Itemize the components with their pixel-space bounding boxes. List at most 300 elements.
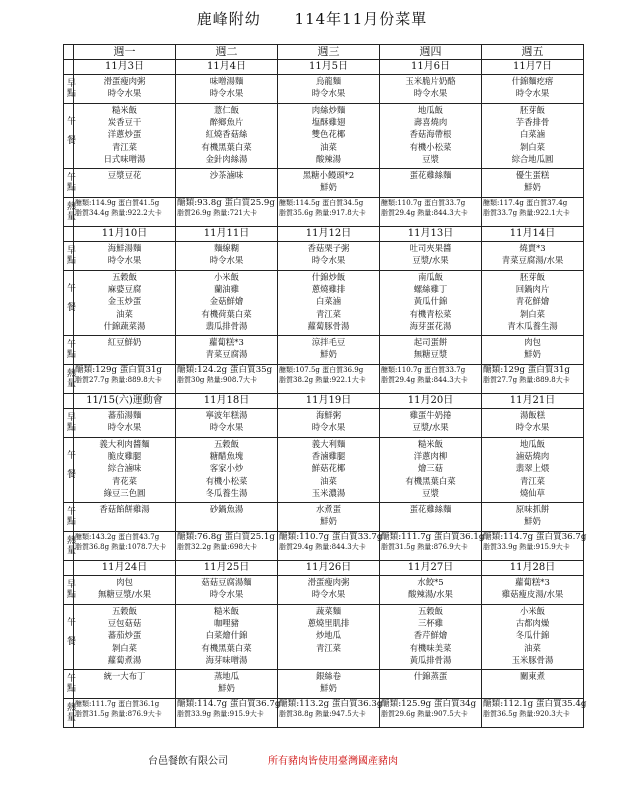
dish-item: 青江菜 xyxy=(111,141,138,152)
dish-item: 綠豆三色圓 xyxy=(103,487,146,498)
dish-item: 塩酥雞翅 xyxy=(311,117,346,128)
dish-item: 客家小炒 xyxy=(209,463,244,474)
meal-label-text: 午點 xyxy=(65,672,75,693)
menu-cell xyxy=(74,198,176,227)
dish-item: 豆漿 xyxy=(422,153,439,164)
nutrition-line: 醣類:117.4g 蛋白質37.4g xyxy=(483,199,568,207)
meal-label xyxy=(64,104,74,169)
meal-row-lunch xyxy=(64,605,584,670)
dish-item: 有機荷葉白菜 xyxy=(201,308,252,319)
dish-item: 五穀飯 xyxy=(111,272,138,282)
menu-cell xyxy=(176,198,278,227)
menu-cell xyxy=(176,409,278,438)
nutrition-line: 醣類:110.7g 蛋白質33.7g xyxy=(279,532,383,542)
dish-item: 蘿蔔糕*3 xyxy=(209,337,244,347)
date-row xyxy=(64,561,584,576)
menu-cell xyxy=(482,75,584,104)
dish-item: 酸辣湯/水果 xyxy=(408,589,453,600)
meal-row-lunch xyxy=(64,271,584,336)
menu-cell xyxy=(278,336,380,365)
menu-cell xyxy=(74,503,176,532)
dish-item: 豆漿/水果 xyxy=(412,422,449,433)
dish-item: 時令水果 xyxy=(209,88,244,99)
dish-item: 麻婆豆腐 xyxy=(107,284,142,295)
nutrition-line: 醣類:111.7g 蛋白質36.1g xyxy=(75,700,160,708)
day-date: 11月13日 xyxy=(380,227,482,242)
dish-item: 水餃*5 xyxy=(417,577,444,587)
menu-cell xyxy=(380,670,482,699)
dish-item: 冬瓜養生湯 xyxy=(205,487,248,498)
menu-cell xyxy=(74,104,176,169)
meal-label-text: 早點 xyxy=(65,77,75,98)
meal-row-pm xyxy=(64,670,584,699)
menu-cell xyxy=(278,503,380,532)
day-date: 11/15(六)運動會 xyxy=(74,394,176,409)
nutrition-line: 脂質29.4g 熱量:844.3大卡 xyxy=(381,376,468,384)
meal-row-lunch xyxy=(64,104,584,169)
menu-cell xyxy=(176,605,278,670)
day-date: 11月7日 xyxy=(482,60,584,75)
menu-cell xyxy=(278,605,380,670)
menu-cell xyxy=(278,169,380,198)
dish-item: 蘭油雞 xyxy=(213,284,240,295)
meal-label xyxy=(64,576,74,605)
menu-cell xyxy=(482,242,584,271)
meal-label xyxy=(64,169,74,198)
nutrition-line: 脂質33.7g 熱量:922.1大卡 xyxy=(483,209,570,217)
dish-item: 蛋花雞絲麵 xyxy=(409,170,452,180)
dish-item: 金針肉絲湯 xyxy=(205,153,248,164)
dish-item: 五穀飯 xyxy=(213,439,240,449)
nutrition-line: 醣類:129g 蛋白質31g xyxy=(483,365,570,375)
menu-cell xyxy=(74,75,176,104)
dish-item: 時令水果 xyxy=(413,88,448,99)
menu-cell xyxy=(380,169,482,198)
menu-table xyxy=(63,44,587,728)
dish-item: 酸辣湯 xyxy=(315,153,342,164)
dish-item: 時令水果 xyxy=(209,422,244,433)
day-date: 11月14日 xyxy=(482,227,584,242)
meal-row-am xyxy=(64,409,584,438)
dish-item: 蔥燒雞排 xyxy=(311,284,346,295)
menu-cell xyxy=(482,438,584,503)
day-date: 11月4日 xyxy=(176,60,278,75)
weekday-header: 週二 xyxy=(176,45,278,60)
menu-cell xyxy=(278,365,380,394)
dish-item: 關東煮 xyxy=(519,671,546,681)
menu-month: 114年11月份菜單 xyxy=(294,10,428,28)
dish-item: 有機黑葉白菜 xyxy=(201,642,252,653)
menu-cell xyxy=(278,532,383,561)
nutrition-line: 脂質36.8g 熱量:1078.7大卡 xyxy=(75,543,167,551)
dish-item: 青江菜 xyxy=(315,308,342,319)
dish-item: 無糖豆漿 xyxy=(413,349,448,360)
dish-item: 青江菜 xyxy=(519,475,546,486)
meal-label xyxy=(64,605,74,670)
meal-label-text: 熱量 xyxy=(65,701,75,722)
menu-cell xyxy=(482,271,584,336)
dish-item: 青江菜 xyxy=(315,642,342,653)
menu-cell xyxy=(176,169,278,198)
nutrition-line: 脂質38.2g 熱量:922.1大卡 xyxy=(279,376,366,384)
menu-cell xyxy=(380,271,482,336)
menu-cell xyxy=(380,503,482,532)
menu-cell xyxy=(278,198,380,227)
dish-item: 時令水果 xyxy=(311,589,346,600)
dish-item: 有機青松菜 xyxy=(409,308,452,319)
dish-item: 義大利肉醬麵 xyxy=(99,439,150,449)
dish-item: 油菜 xyxy=(524,642,541,653)
dish-item: 地瓜飯 xyxy=(519,439,546,449)
menu-cell xyxy=(74,605,176,670)
dish-item: 青花鮮燴 xyxy=(515,296,550,307)
dish-item: 白菜滷 xyxy=(315,296,342,307)
dish-item: 鮮奶 xyxy=(218,683,235,694)
dish-item: 地瓜飯 xyxy=(417,105,444,115)
menu-cell xyxy=(482,699,587,728)
nutrition-line: 醣類:114.7g 蛋白質36.7g xyxy=(483,532,587,542)
dish-item: 綜合地瓜圓 xyxy=(511,153,554,164)
dish-item: 香菇餡餅雞湯 xyxy=(99,504,150,514)
dish-item: 油菜 xyxy=(116,308,133,319)
dish-item: 味噌湯麵 xyxy=(209,76,244,86)
dish-item: 玉米濃湯 xyxy=(311,487,346,498)
dish-item: 肉絲炒麵 xyxy=(311,105,346,115)
dish-item: 壽喜燒肉 xyxy=(413,117,448,128)
menu-cell xyxy=(482,336,584,365)
dish-item: 香芹鮮燴 xyxy=(413,630,448,641)
dish-item: 小米飯 xyxy=(519,606,546,616)
day-date: 11月12日 xyxy=(278,227,380,242)
meal-label-text: 早點 xyxy=(65,244,75,265)
meal-label xyxy=(64,670,74,699)
day-date: 11月28日 xyxy=(482,561,584,576)
dish-item: 糖醋魚塊 xyxy=(209,451,244,462)
menu-cell xyxy=(74,532,176,561)
dish-item: 胚芽飯 xyxy=(519,272,546,282)
dish-item: 香滷雞腿 xyxy=(311,451,346,462)
dish-item: 優生蛋糕 xyxy=(515,170,550,180)
dish-item: 鮮奶 xyxy=(524,516,541,527)
dish-item: 翡瓜排骨湯 xyxy=(205,320,248,331)
nutrition-line: 脂質33.9g 熱量:915.9大卡 xyxy=(483,543,570,551)
dish-item: 豆漿/水果 xyxy=(412,255,449,266)
dish-item: 吐司夾果醬 xyxy=(409,243,452,253)
menu-cell xyxy=(482,670,584,699)
nutrition-line: 醣類:110.7g 蛋白質33.7g xyxy=(381,366,466,374)
dish-item: 時令水果 xyxy=(107,88,142,99)
dish-item: 油菜 xyxy=(320,475,337,486)
dish-item: 蕃茄炒蛋 xyxy=(107,630,142,641)
dish-item: 有機小松菜 xyxy=(205,475,248,486)
meal-row-lunch xyxy=(64,438,584,503)
day-date: 11月11日 xyxy=(176,227,278,242)
dish-item: 海芽蛋花湯 xyxy=(409,320,452,331)
dish-item: 剝白菜 xyxy=(519,308,546,319)
menu-cell xyxy=(380,75,482,104)
menu-cell xyxy=(482,104,584,169)
dish-item: 涼拌毛豆 xyxy=(311,337,346,347)
dish-item: 青木瓜養生湯 xyxy=(507,320,558,331)
dish-item: 蛋花雞絲麵 xyxy=(409,504,452,514)
menu-cell xyxy=(380,438,482,503)
dish-item: 肉包 xyxy=(116,577,133,587)
dish-item: 菇菇豆腐湯麵 xyxy=(201,577,252,587)
day-date: 11月25日 xyxy=(176,561,278,576)
weekday-header: 週五 xyxy=(482,45,584,60)
weekday-header: 週三 xyxy=(278,45,380,60)
menu-cell xyxy=(278,104,380,169)
meal-label xyxy=(64,365,74,394)
meal-row-am xyxy=(64,242,584,271)
dish-item: 雙色花椰 xyxy=(311,129,346,140)
menu-cell xyxy=(74,576,176,605)
menu-cell xyxy=(176,271,278,336)
dish-item: 日式味噌湯 xyxy=(103,153,146,164)
date-row xyxy=(64,60,584,75)
dish-item: 蔬菜麵 xyxy=(315,606,342,616)
dish-item: 時令水果 xyxy=(311,255,346,266)
dish-item: 糙米飯 xyxy=(111,105,138,115)
menu-cell xyxy=(176,576,278,605)
dish-item: 滑蛋瘦肉粥 xyxy=(307,577,350,587)
menu-cell xyxy=(380,576,482,605)
nutrition-line: 醣類:124.2g 蛋白質35g xyxy=(177,365,273,375)
nutrition-line: 醣類:110.7g 蛋白質33.7g xyxy=(381,199,466,207)
catering-company: 台邑餐飲有限公司 xyxy=(148,756,228,767)
weekday-header: 週四 xyxy=(380,45,482,60)
nutrition-line: 脂質31.5g 熱量:876.9大卡 xyxy=(75,710,162,718)
meal-row-pm xyxy=(64,503,584,532)
dish-item: 醉鄉魚片 xyxy=(209,117,244,128)
menu-cell xyxy=(482,605,584,670)
pork-origin-note: 所有豬肉皆使用臺灣國產豬肉 xyxy=(268,756,398,767)
menu-cell xyxy=(278,576,380,605)
dish-item: 蕃茄湯麵 xyxy=(107,410,142,420)
dish-item: 銀絲卷 xyxy=(315,671,342,681)
menu-cell xyxy=(482,169,584,198)
meal-label-text: 早點 xyxy=(65,578,75,599)
dish-item: 鮮奶 xyxy=(524,349,541,360)
nutrition-line: 醣類:76.8g 蛋白質25.1g xyxy=(177,532,275,542)
menu-cell xyxy=(482,365,584,394)
dish-item: 有機味美菜 xyxy=(409,642,452,653)
dish-item: 糙米飯 xyxy=(213,606,240,616)
dish-item: 青菜豆腐湯 xyxy=(205,349,248,360)
dish-item: 油菜 xyxy=(320,141,337,152)
nutrition-line: 醣類:114.5g 蛋白質34.5g xyxy=(279,199,364,207)
nutrition-line: 醣類:111.7g 蛋白質36.1g xyxy=(381,532,485,542)
dish-item: 鮮奶 xyxy=(320,516,337,527)
day-date: 11月24日 xyxy=(74,561,176,576)
dish-item: 寧波年糕湯 xyxy=(205,410,248,420)
date-row xyxy=(64,227,584,242)
meal-row-nut xyxy=(64,532,584,561)
meal-row-nut xyxy=(64,198,584,227)
menu-cell xyxy=(278,699,383,728)
dish-item: 洋蔥肉柳 xyxy=(413,451,448,462)
nutrition-line: 醣類:107.5g 蛋白質36.9g xyxy=(279,366,364,374)
dish-item: 胚芽飯 xyxy=(519,105,546,115)
dish-item: 時令水果 xyxy=(209,255,244,266)
day-date: 11月3日 xyxy=(74,60,176,75)
dish-item: 時令水果 xyxy=(311,88,346,99)
meal-label-text: 午餐 xyxy=(65,282,75,321)
dish-item: 時令水果 xyxy=(107,255,142,266)
dish-item: 回鍋肉片 xyxy=(515,284,550,295)
menu-cell xyxy=(482,503,584,532)
meal-row-am xyxy=(64,576,584,605)
meal-label-text: 早點 xyxy=(65,411,75,432)
meal-label-text: 熱量 xyxy=(65,367,75,388)
dish-item: 肉包 xyxy=(524,337,541,347)
meal-label-text: 午點 xyxy=(65,505,75,526)
dish-item: 統一大布丁 xyxy=(103,671,146,681)
meal-row-pm xyxy=(64,169,584,198)
menu-cell xyxy=(380,532,485,561)
nutrition-line: 醣類:113.2g 蛋白質36.3g xyxy=(279,699,383,709)
menu-cell xyxy=(176,532,278,561)
nutrition-line: 醣類:129g 蛋白質31g xyxy=(75,365,162,375)
dish-item: 滑蛋瘦肉粥 xyxy=(103,76,146,86)
dish-item: 五穀飯 xyxy=(111,606,138,616)
menu-cell xyxy=(380,605,482,670)
menu-cell xyxy=(482,576,584,605)
dish-item: 玉米脆片奶酪 xyxy=(405,76,456,86)
dish-item: 什錦麵疙瘩 xyxy=(511,76,554,86)
school-name: 鹿峰附幼 xyxy=(196,10,261,28)
meal-label xyxy=(64,336,74,365)
dish-item: 脆皮雞腿 xyxy=(107,451,142,462)
day-date: 11月19日 xyxy=(278,394,380,409)
dish-item: 螺絲雞丁 xyxy=(413,284,448,295)
meal-label-text: 午餐 xyxy=(65,115,75,154)
dish-item: 青菜豆腐湯/水果 xyxy=(501,255,564,266)
dish-item: 芋香排骨 xyxy=(515,117,550,128)
dish-item: 鮮奶 xyxy=(524,182,541,193)
dish-item: 什錦蔬菜湯 xyxy=(103,320,146,331)
menu-title xyxy=(0,8,624,29)
nutrition-line: 脂質32.2g 熱量:698大卡 xyxy=(177,543,258,551)
nutrition-line: 脂質27.7g 熱量:889.8大卡 xyxy=(483,376,570,384)
nutrition-line: 脂質36.5g 熱量:920.3大卡 xyxy=(483,710,570,718)
meal-label-text: 熱量 xyxy=(65,200,75,221)
day-date: 11月5日 xyxy=(278,60,380,75)
menu-cell xyxy=(74,699,176,728)
meal-label xyxy=(64,409,74,438)
dish-item: 沙茶滷味 xyxy=(209,170,244,180)
menu-cell xyxy=(176,438,278,503)
menu-cell xyxy=(74,670,176,699)
dish-item: 剝白菜 xyxy=(111,642,138,653)
dish-item: 烏龍麵 xyxy=(315,76,342,86)
dish-item: 白菜燴什錦 xyxy=(205,630,248,641)
nutrition-line: 脂質31.5g 熱量:876.9大卡 xyxy=(381,543,468,551)
menu-cell xyxy=(482,409,584,438)
dish-item: 什錦炒飯 xyxy=(311,272,346,282)
menu-cell xyxy=(74,242,176,271)
dish-item: 玉米豚骨湯 xyxy=(511,654,554,665)
dish-item: 時令水果 xyxy=(515,422,550,433)
dish-item: 鮮奶 xyxy=(320,182,337,193)
dish-item: 無糖豆漿/水果 xyxy=(97,589,152,600)
menu-cell xyxy=(74,438,176,503)
dish-item: 燒仙草 xyxy=(519,487,546,498)
nutrition-line: 脂質38.8g 熱量:947.5大卡 xyxy=(279,710,366,718)
dish-item: 麵線糊 xyxy=(213,243,240,253)
menu-cell xyxy=(380,336,482,365)
dish-item: 香菇海帶根 xyxy=(409,129,452,140)
menu-cell xyxy=(74,271,176,336)
dish-item: 蘿蔔煮湯 xyxy=(107,654,142,665)
day-date: 11月21日 xyxy=(482,394,584,409)
meal-label xyxy=(64,242,74,271)
dish-item: 古都肉燥 xyxy=(515,618,550,629)
meal-row-nut xyxy=(64,699,584,728)
date-row xyxy=(64,394,584,409)
menu-cell xyxy=(482,532,587,561)
dish-item: 紅燒香菇絲 xyxy=(205,129,248,140)
day-date: 11月27日 xyxy=(380,561,482,576)
dish-item: 咖哩豬 xyxy=(213,618,240,629)
meal-label xyxy=(64,271,74,336)
dish-item: 白菜滷 xyxy=(519,129,546,140)
dish-item: 冬瓜什錦 xyxy=(515,630,550,641)
dish-item: 蒸地瓜 xyxy=(213,671,240,681)
dish-item: 翡翠上煨 xyxy=(515,463,550,474)
menu-cell xyxy=(176,670,278,699)
nutrition-line: 脂質27.7g 熱量:889.8大卡 xyxy=(75,376,162,384)
meal-label-text: 午餐 xyxy=(65,449,75,488)
meal-label-text: 午點 xyxy=(65,171,75,192)
dish-item: 鮮菇花椰 xyxy=(311,463,346,474)
meal-label xyxy=(64,198,74,227)
dish-item: 剝白菜 xyxy=(519,141,546,152)
menu-cell xyxy=(380,242,482,271)
dish-item: 時令水果 xyxy=(311,422,346,433)
meal-label xyxy=(64,532,74,561)
nutrition-line: 脂質34.4g 熱量:922.2大卡 xyxy=(75,209,162,217)
dish-item: 水煮蛋 xyxy=(315,504,342,514)
dish-item: 蔥燒里肌排 xyxy=(307,618,350,629)
menu-cell xyxy=(278,242,380,271)
dish-item: 金菇鮮燴 xyxy=(209,296,244,307)
dish-item: 豆漿 xyxy=(422,487,439,498)
dish-item: 綜合滷味 xyxy=(107,463,142,474)
meal-label xyxy=(64,438,74,503)
menu-cell xyxy=(278,670,380,699)
dish-item: 蘿蔔糕*3 xyxy=(515,577,550,587)
dish-item: 黃瓜排骨湯 xyxy=(409,654,452,665)
dish-item: 海芽味噌湯 xyxy=(205,654,248,665)
dish-item: 燴三菇 xyxy=(417,463,444,474)
dish-item: 有機小松菜 xyxy=(409,141,452,152)
nutrition-line: 脂質29.6g 熱量:907.5大卡 xyxy=(381,710,468,718)
dish-item: 豆包菇菇 xyxy=(107,618,142,629)
nutrition-line: 脂質35.6g 熱量:917.8大卡 xyxy=(279,209,366,217)
dish-item: 時令水果 xyxy=(209,589,244,600)
menu-cell xyxy=(380,409,482,438)
nutrition-line: 脂質29.4g 熱量:844.3大卡 xyxy=(279,543,366,551)
menu-cell xyxy=(74,169,176,198)
menu-cell xyxy=(380,365,482,394)
dish-item: 三杯雞 xyxy=(417,618,444,629)
meal-label xyxy=(64,75,74,104)
menu-cell xyxy=(74,336,176,365)
menu-cell xyxy=(380,198,482,227)
nutrition-line: 脂質33.9g 熱量:915.9大卡 xyxy=(177,710,264,718)
dish-item: 金玉炒蛋 xyxy=(107,296,142,307)
